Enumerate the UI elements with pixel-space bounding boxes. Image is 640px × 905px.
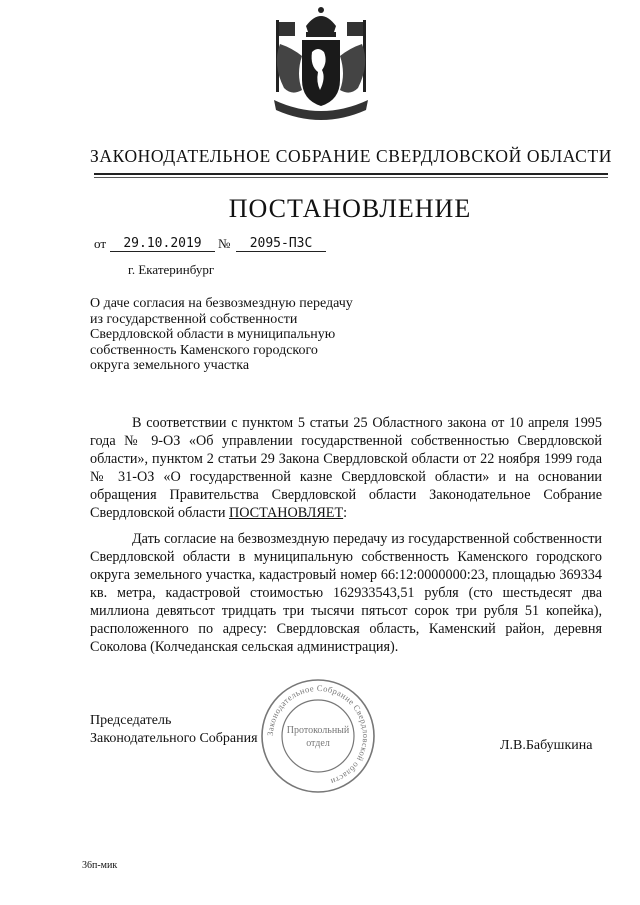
preamble-end: :: [343, 505, 348, 521]
stamp-center-line1: Протокольный: [286, 725, 350, 736]
document-subject: О даче согласия на безвозмездную передачу из государственной собственности Свердловской области в муниципальную собственность Каменского городского округа земельного участка: [90, 296, 353, 373]
number-label: №: [218, 236, 231, 251]
document-date: 29.10.2019: [110, 236, 215, 252]
organization-name: ЗАКОНОДАТЕЛЬНОЕ СОБРАНИЕ СВЕРДЛОВСКОЙ ОБЛАСТИ: [90, 146, 612, 166]
document-type-title: ПОСТАНОВЛЕНИЕ: [228, 194, 472, 223]
city-line: г. Екатеринбург: [128, 262, 215, 277]
resolves-keyword: ПОСТАНОВЛЯЕТ: [228, 505, 344, 521]
header-rule-thin: [94, 177, 608, 178]
stamp-center-line2: отдел: [306, 738, 330, 749]
document-number: 2095-ПЗС: [236, 236, 326, 252]
preamble-paragraph: [90, 414, 602, 522]
footer-code: 36п-мик: [82, 860, 118, 871]
coat-of-arms-emblem: [262, 4, 380, 130]
signer-title: [90, 712, 258, 748]
preamble-text: В соответствии с пунктом 5 статьи 25 Областного закона от 10 апреля 1995 года № 9-ОЗ «Об управлении государственной собственностью Свердловской области», пунктом 2 статьи 29 Закона Свердловской области от 22 ноября 1999 года № 31-ОЗ «О государственной казне Свердловской области» и на основании обращения Правительства Свердловской области Законодательное Собрание Свердловской области: [90, 415, 602, 521]
stamp-ring-text: Законодательное Собрание Свердловской области: [264, 682, 372, 788]
official-stamp: [258, 676, 378, 796]
resolution-paragraph: Дать согласие на безвозмездную передачу из государственной собственности Свердловской области в муниципальную собственность Каменского городского округа земельного участка, кадастровый номер 66:12:0000000:23, площадью 369334 кв. метра, кадастровой стоимостью 162933543,51 рубля (сто шестьдесят два миллиона девятьсот тридцать три тысячи пятьсот сорок три рубля 51 копейка), расположенного по адресу: Свердловская область, Каменский район, деревня Соколова (Колчеданская сельская администрация).: [90, 531, 602, 655]
signer-title-line1: Председатель: [90, 713, 172, 728]
signer-title-line2: Законодательного Собрания: [90, 731, 258, 746]
date-label: от: [94, 236, 107, 251]
signer-name: Л.В.Бабушкина: [500, 738, 593, 753]
header-rule: [94, 173, 608, 175]
